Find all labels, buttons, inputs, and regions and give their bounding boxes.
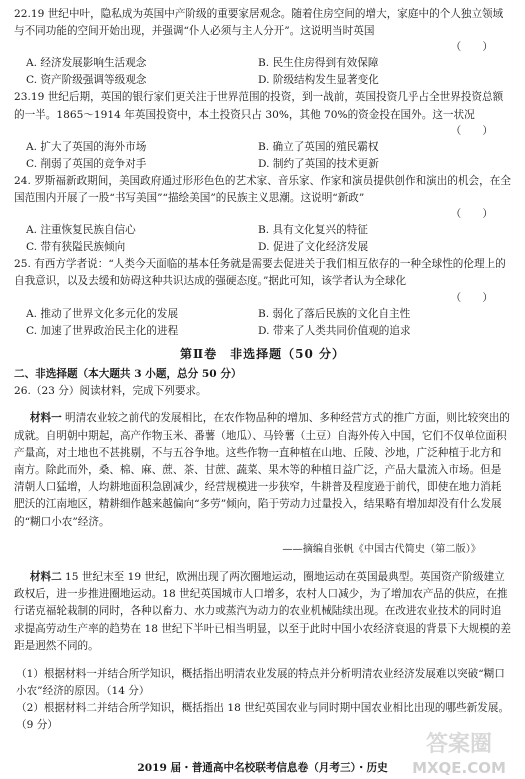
material-1-source: ——摘编自张帆《中国古代简史（第二版）》 [282,544,481,556]
question-22-options [14,55,511,89]
question-23 [14,89,511,172]
sub-question-1: （1）根据材料一并结合所学知识，概括指出明清农业发展的特点并分析明清农业经济发展难以突破“糊口小农”经济的原因。（14 分） [16,667,505,697]
section-2-title: 第Ⅱ卷 非选择题（50 分） [180,346,345,361]
question-24-stem: 24. 罗斯福新政期间，美国政府通过形形色色的艺术家、音乐家、作家和演员提供创作和演出的机会，在全国范围内开展了一股“书写美国”“描绘美国”的民族主义思潮。这说明“新政” [14,174,511,205]
option-d[interactable]: D. 制约了英国的技术更新 [258,157,379,170]
question-23-options [14,139,511,173]
question-25-stem: 25. 有西方学者说：“人类今天面临的基本任务就是需要去促进关于我们相互依存的一种全球性的伦理上的自我意识，以及去缓和妨碍这种共识达成的强硬态度。”据此可知，该学者认为全球化 [14,258,506,288]
question-22-stem: 22.19 世纪中叶，隐私成为英国中产阶级的重要家居观念。随着住房空间的增大，家庭中的个人独立领域与不同功能的空间开始出现，并强调“仆人必须与主人分开”。这说明当时英国 [14,8,504,38]
material-1 [14,410,511,530]
option-c[interactable]: C. 带有狭隘民族倾向 [26,241,126,254]
sub-question-2: （2）根据材料二并结合所学知识，概括指出 18 世纪英国农业与同时期中国农业相比出现的哪些新发展。（9 分） [16,701,510,731]
question-26-intro: 26.（23 分）阅读材料，完成下列要求。 [14,384,207,397]
material-1-text: 明清农业较之前代的发展相比，在农作物品种的增加、多种经营方式的推广方面，则比较突出的成就。自明朝中期起，高产作物玉米、番薯（地瓜）、马铃薯（土豆）自海外传入中国，它们不仅单位面积产量高，对土地也不甚挑剔，不与五谷争地。这些作物一直种植在山地、丘陵、沙地，广泛种植于北方和南方。除此而外，桑、棉、麻、蔗、茶、甘蔗、蔬菜、果木等的种植日益广泛，产品大量流入市场。但是清朝人口猛增，人均耕地面积急剧减少，经营规模进一步狭窄，牛耕普及程度逊于前代，即使在地力消耗肥沃的江南地区，精耕细作越来越偏向“多劳”倾向，陷于劳动力过量投入，结果略有增加却没有什么发展的“糊口小农”经济。 [14,412,510,528]
watermark-bottom-text: MXQE.COM [412,759,506,777]
option-b[interactable]: B. 民生住房得到有效保障 [258,57,379,70]
question-22 [14,6,511,89]
option-a[interactable]: A. 注重恢复民族自信心 [26,224,136,237]
question-22-answer-blank: （ ） [450,41,493,54]
question-25-answer-blank: （ ） [450,291,493,304]
material-2 [14,569,511,655]
option-b[interactable]: B. 具有文化复兴的特征 [258,224,368,237]
option-c[interactable]: C. 加速了世界政治民主化的进程 [26,324,179,337]
question-24-answer-blank: （ ） [450,208,493,221]
option-b[interactable]: B. 弱化了落后民族的文化自主性 [258,307,411,320]
option-b[interactable]: B. 确立了英国的殖民霸权 [258,140,379,153]
option-d[interactable]: D. 阶级结构发生显著变化 [258,74,379,87]
question-25-options [14,306,511,340]
option-a[interactable]: A. 推动了世界文化多元化的发展 [26,307,179,320]
option-a[interactable]: A. 扩大了英国的海外市场 [26,140,147,153]
page-footer: 2019 届・普通高中名校联考信息卷（月考三）・历史 [137,762,388,774]
option-c[interactable]: C. 削弱了英国的竞争对手 [26,157,147,170]
question-23-answer-blank: （ ） [450,124,493,137]
question-24 [14,173,511,256]
material-2-label: 材料二 [29,571,62,584]
watermark-logo [399,721,519,779]
question-25 [14,256,511,339]
material-1-label: 材料一 [29,412,62,425]
question-24-options [14,222,511,256]
watermark-top-text: 答案圈 [425,732,493,757]
option-a[interactable]: A. 经济发展影响生活观念 [26,57,147,70]
option-d[interactable]: D. 促进了文化经济发展 [258,241,369,254]
material-2-text: 15 世纪末至 19 世纪，欧洲出现了两次圈地运动，圈地运动在英国最典型。英国资产阶级建立政权后，进一步推进圈地运动。18 世纪英国城市人口增多，农村人口减少，为了增加农产品的供应，在推行诺克福轮栽制的同时，各种以畜力、水力或蒸汽为动力的农业机械陆续出现。在改进农业技术的同时追求提高劳动生产率的趋势在 18 世纪下半叶已相当明显，以至于此时中国小农经济衰退的背景下大规模的差距是迥然不同的。 [14,571,511,652]
question-23-stem: 23.19 世纪后期，英国的银行家们更关注于世界范围的投资，到一战前，英国投资几乎占全世界投资总额的一半。1865～1914 年英国投资中，本土投资只占 30%，其他 70%的资金投在国外。这一状况 [14,91,504,121]
option-d[interactable]: D. 带来了人类共同价值观的追求 [258,324,411,337]
section-2-heading: 二、非选择题（本大题共 3 小题，总分 50 分） [14,367,242,380]
option-c[interactable]: C. 资产阶级强调等级观念 [26,74,147,87]
